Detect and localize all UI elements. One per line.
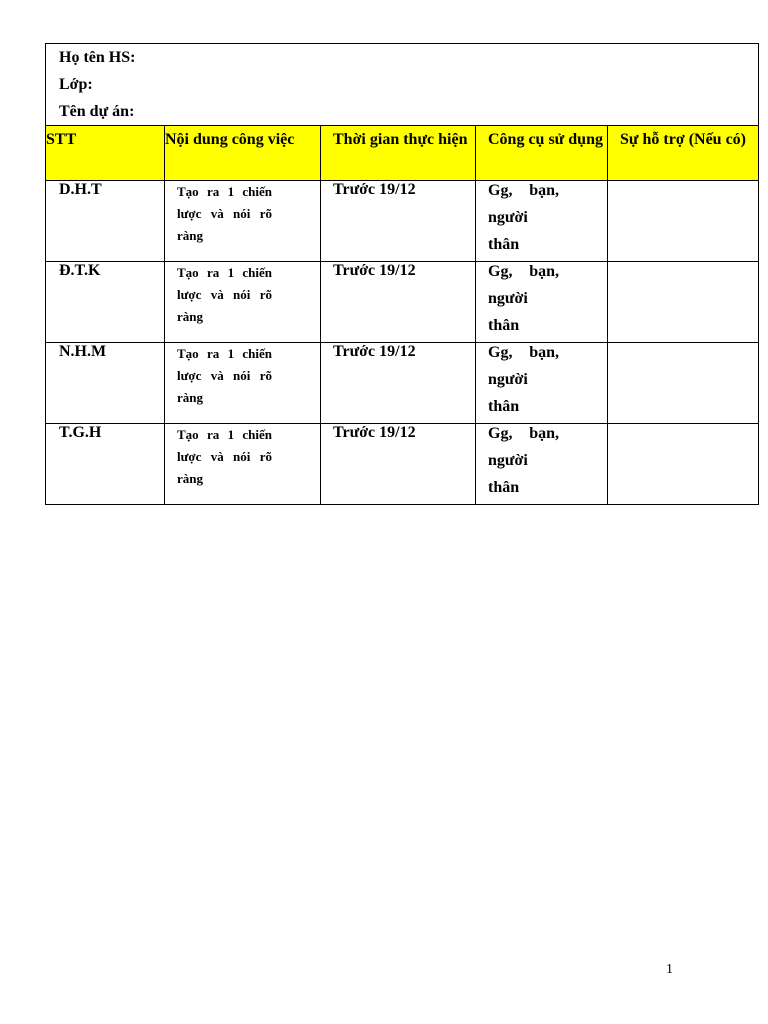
row-stt: Đ.T.K — [46, 262, 165, 343]
row-tools: Gg, bạn, người thân — [488, 263, 559, 334]
class-label: Lớp: — [59, 76, 93, 93]
row-tools-cell — [476, 343, 608, 424]
header-tools: Công cụ sử dụng — [476, 126, 608, 181]
row-tools-cell — [476, 181, 608, 262]
row-tools: Gg, bạn, người thân — [488, 182, 559, 253]
row-time: Trước 19/12 — [321, 181, 476, 262]
row-time: Trước 19/12 — [321, 262, 476, 343]
row-task: Tạo ra 1 chiến lược và nói rõ ràng — [165, 181, 321, 262]
table-row — [46, 181, 759, 262]
row-time: Trước 19/12 — [321, 424, 476, 505]
project-name-label: Tên dự án: — [59, 103, 135, 120]
page-number: 1 — [666, 962, 673, 977]
student-info-row — [46, 44, 759, 126]
row-task: Tạo ra 1 chiến lược và nói rõ ràng — [165, 343, 321, 424]
row-tools: Gg, bạn, người thân — [488, 344, 559, 415]
header-task-content: Nội dung công việc — [165, 126, 321, 181]
table-row — [46, 424, 759, 505]
header-support: Sự hỗ trợ (Nếu có) — [608, 126, 759, 181]
header-time: Thời gian thực hiện — [321, 126, 476, 181]
table-row — [46, 343, 759, 424]
project-plan-table — [45, 43, 759, 505]
student-name-label: Họ tên HS: — [59, 49, 136, 66]
row-tools-cell — [476, 262, 608, 343]
row-support — [608, 424, 759, 505]
row-task: Tạo ra 1 chiến lược và nói rõ ràng — [165, 424, 321, 505]
row-tools-cell — [476, 424, 608, 505]
row-stt: T.G.H — [46, 424, 165, 505]
table-row — [46, 262, 759, 343]
row-support — [608, 343, 759, 424]
student-info-cell — [46, 44, 759, 126]
table-header-row — [46, 126, 759, 181]
row-time: Trước 19/12 — [321, 343, 476, 424]
row-support — [608, 262, 759, 343]
row-tools: Gg, bạn, người thân — [488, 425, 559, 496]
row-task: Tạo ra 1 chiến lược và nói rõ ràng — [165, 262, 321, 343]
row-stt: N.H.M — [46, 343, 165, 424]
row-stt: D.H.T — [46, 181, 165, 262]
row-support — [608, 181, 759, 262]
header-stt: STT — [46, 126, 165, 181]
